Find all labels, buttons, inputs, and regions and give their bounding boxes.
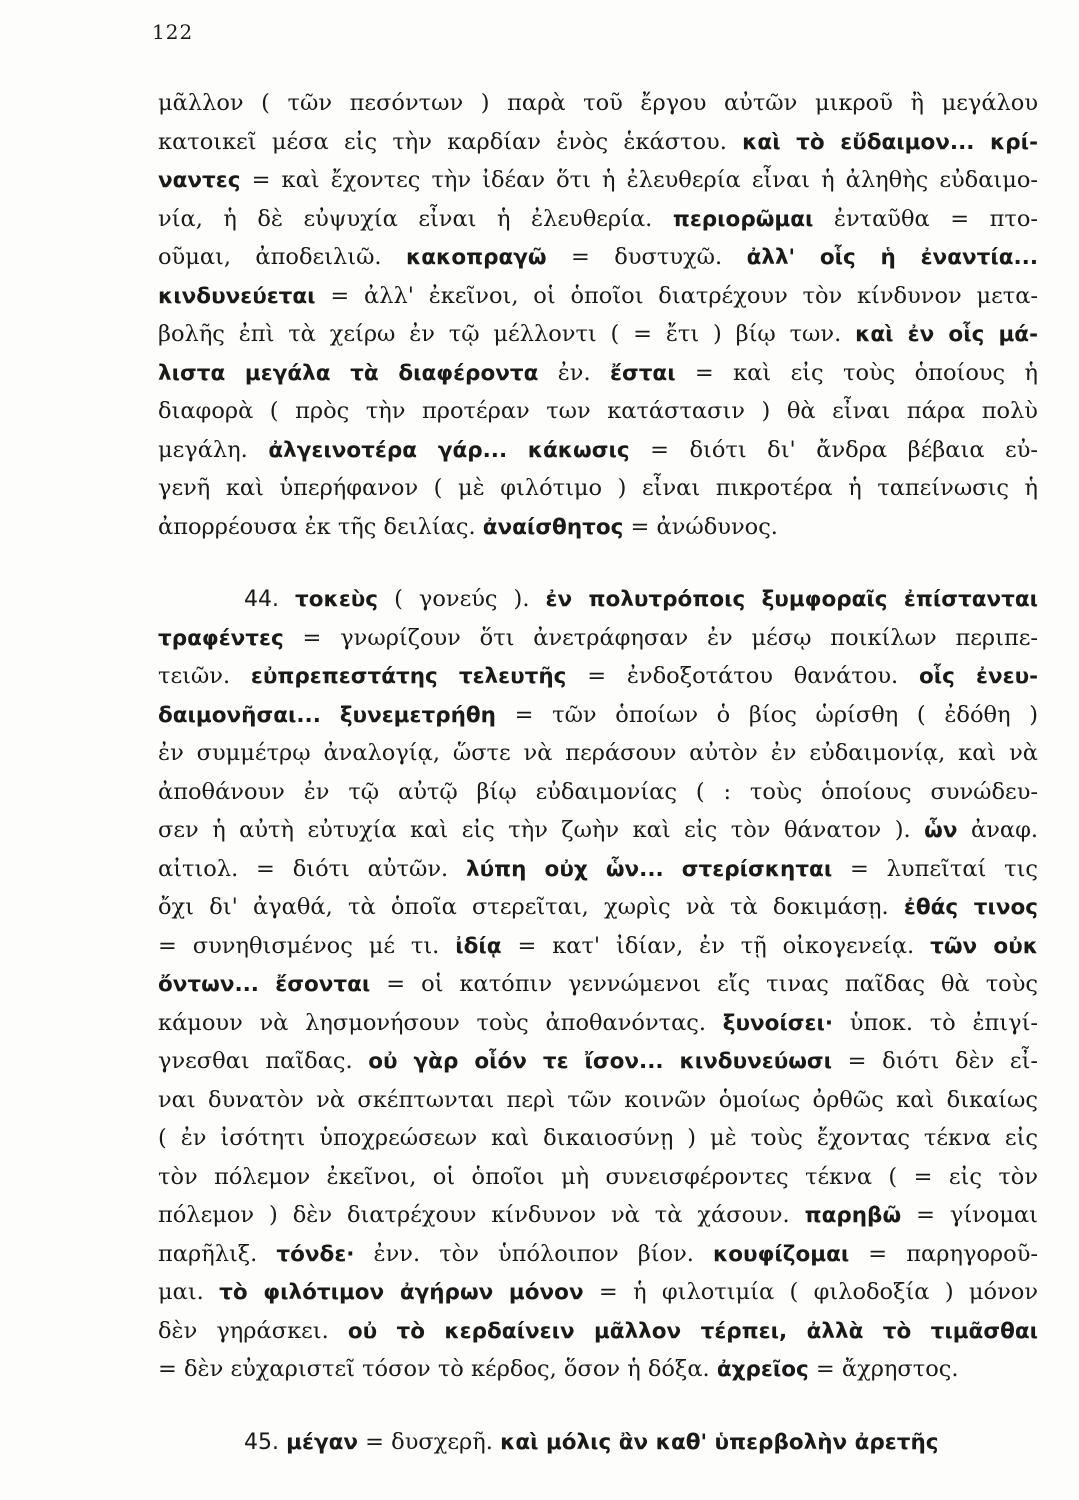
gloss-text: διαφορὰ ( πρὸς τὴν προτέραν των κατάστασιν ) θὰ εἶναι πάρα πολὺ bbox=[158, 398, 1038, 424]
gloss-text: = λυπεῖταί τις bbox=[832, 855, 1038, 882]
gloss-text: ναι δυνατὸν νὰ σκέπτωνται περὶ τῶν κοινῶν ὁμοίως ὀρθῶς καὶ δικαίως bbox=[158, 1086, 1038, 1113]
lemma-term: εὐπρεπεστάτης τελευτῆς bbox=[250, 664, 567, 689]
gloss-text: = ἀλλ' ἐκεῖνοι, οἱ ὁποῖοι διατρέχουν τὸν κίνδυνον μετα- bbox=[315, 282, 1038, 309]
gloss-text: = δυσχερῆ. bbox=[358, 1428, 501, 1455]
lemma-term: ἐν πολυτρόποις ξυμφοραῖς ἐπίστανται bbox=[545, 587, 1038, 612]
lemma-term: οὐ τὸ κερδαίνειν μᾶλλον τέρπει, ἀλλὰ τὸ τιμᾶσθαι bbox=[347, 1318, 1038, 1344]
gloss-text: = δὲν εὐχαριστεῖ τόσον τὸ κέρδος, ὅσον ἡ δόξα. bbox=[158, 1356, 717, 1382]
gloss-text: γνεσθαι παῖδας. bbox=[158, 1048, 369, 1074]
gloss-text: γενῆ καὶ ὑπερήφανον ( μὲ φιλότιμο ) εἶναι πικροτέρα ἡ ταπείνωσις ἡ bbox=[158, 475, 1038, 501]
gloss-text: ὑποκ. τὸ ἐπιγί- bbox=[833, 1009, 1038, 1036]
gloss-text: = γνωρίζουν ὅτι ἀνετράφησαν ἐν μέσῳ ποικίλων περιπε- bbox=[283, 624, 1038, 651]
gloss-text: βολῆς ἐπὶ τὰ χείρω ἐν τῷ μέλλοντι ( = ἔτι ) βίῳ των. bbox=[158, 321, 856, 347]
lemma-term: τοκεὺς bbox=[295, 587, 379, 612]
lemma-term: ἐθάς τινος bbox=[903, 895, 1038, 920]
gloss-text: κάμουν νὰ λησμονήσουν τοὺς ἀποθανόντας. bbox=[158, 1009, 723, 1036]
lemma-term: ἀλγεινοτέρα γάρ... bbox=[268, 437, 508, 463]
lemma-term: παρηβῶ bbox=[804, 1203, 902, 1228]
lemma-term: ὄντων... ἔσονται bbox=[158, 972, 371, 997]
text-line bbox=[158, 161, 1038, 200]
lemma-term: λιστα μεγάλα τὰ διαφέροντα bbox=[158, 360, 539, 386]
lemma-term: καὶ ἐν οἷς μά- bbox=[855, 322, 1038, 347]
text-line bbox=[158, 431, 1038, 470]
gloss-text: ὄχι δι' ἀγαθά, τὰ ὁποῖα στερεῖται, χωρὶς νὰ τὰ δοκιμάσῃ. bbox=[158, 894, 904, 920]
gloss-text: = δυστυχῶ. bbox=[546, 244, 747, 270]
text-line bbox=[158, 1081, 1038, 1120]
gloss-text: αἰτιολ. = διότι αὐτῶν. bbox=[158, 855, 466, 882]
text-line bbox=[158, 277, 1038, 316]
gloss-text: = συνηθισμένος μέ τι. bbox=[158, 932, 456, 959]
lemma-term: τῶν οὐκ bbox=[930, 933, 1038, 959]
gloss-text: παρῆλιξ. bbox=[158, 1240, 277, 1267]
text-line bbox=[158, 508, 1038, 547]
text-line bbox=[158, 1273, 1038, 1312]
text-line bbox=[158, 696, 1038, 735]
gloss-text: μαι. bbox=[158, 1279, 220, 1305]
lemma-term: ἀναίσθητος bbox=[482, 514, 624, 540]
text-line bbox=[158, 123, 1038, 162]
gloss-text: = διότι δὲν εἶ- bbox=[832, 1048, 1038, 1074]
text-line bbox=[158, 850, 1038, 889]
gloss-text: = ἀνώδυνος. bbox=[623, 513, 778, 540]
gloss-text bbox=[279, 586, 295, 612]
text-line bbox=[158, 354, 1038, 393]
text-line bbox=[158, 392, 1038, 431]
text-line bbox=[158, 1196, 1038, 1235]
text-line bbox=[158, 315, 1038, 354]
lemma-term: οὐ γὰρ οἷόν τε ἴσον... κινδυνεύωσι bbox=[368, 1049, 833, 1074]
gloss-text: = καὶ ἔχοντες τὴν ἰδέαν ὅτι ἡ ἐλευθερία εἶναι ἡ ἀληθὴς εὐδαιμο- bbox=[240, 167, 1038, 193]
lemma-term: τόνδε· bbox=[276, 1241, 355, 1267]
commentary-text bbox=[158, 84, 1038, 1461]
lemma-term: καὶ τὸ εὔδαιμον... κρί- bbox=[742, 129, 1038, 155]
section-number: 45. bbox=[244, 1429, 279, 1455]
lemma-term: κινδυνεύεται bbox=[158, 283, 316, 309]
lemma-term: καὶ μόλις ἂν καθ' ὑπερβολὴν ἀρετῆς bbox=[500, 1429, 939, 1455]
text-line bbox=[158, 773, 1038, 812]
text-line bbox=[158, 1350, 1038, 1389]
text-line bbox=[158, 888, 1038, 927]
text-line bbox=[158, 965, 1038, 1004]
gloss-text: τὸν πόλεμον ἐκεῖνοι, οἱ ὁποῖοι μὴ συνεισφέροντες τέκνα ( = εἰς τὸν bbox=[158, 1163, 1038, 1190]
gloss-text: ἀναφ. bbox=[957, 817, 1038, 843]
lemma-term: οἷς ἐνευ- bbox=[918, 664, 1038, 689]
section-gap bbox=[158, 546, 1038, 580]
gloss-text: ( γονεύς ). bbox=[378, 586, 546, 612]
gloss-text: κατοικεῖ μέσα εἰς τὴν καρδίαν ἑνὸς ἑκάστου. bbox=[158, 128, 743, 155]
lemma-term: ἀλλ' οἷς ἡ ἐναντία... bbox=[746, 245, 1038, 270]
lemma-term: ναντες bbox=[158, 168, 241, 193]
gloss-text: = ἡ φιλοτιμία ( φιλοδοξία ) μόνον bbox=[583, 1279, 1038, 1305]
text-line bbox=[158, 1312, 1038, 1351]
gloss-text: ἀποθάνουν ἐν τῷ αὐτῷ βίῳ εὐδαιμονίας ( : τοὺς ὁποίους συνώδευ- bbox=[158, 778, 1038, 805]
lemma-term: περιορῶμαι bbox=[672, 206, 814, 232]
gloss-text: = ἄχρηστος. bbox=[808, 1356, 959, 1382]
lemma-term: ἰδίᾳ bbox=[455, 933, 502, 959]
gloss-text: ἐν. bbox=[538, 359, 610, 386]
text-line bbox=[158, 1423, 1038, 1462]
gloss-text: = καὶ εἰς τοὺς ὁποίους ἡ bbox=[675, 359, 1038, 386]
gloss-text: σεν ἡ αὐτὴ εὐτυχία καὶ εἰς τὴν ζωὴν καὶ εἰς τὸν θάνατον ). bbox=[158, 817, 925, 843]
gloss-text: μεγάλη. bbox=[158, 436, 269, 463]
gloss-text: = γίνομαι bbox=[901, 1202, 1038, 1228]
gloss-text: οῦμαι, ἀποδειλιῶ. bbox=[158, 244, 406, 270]
lemma-term: λύπη οὐχ ὧν... στερίσκηται bbox=[465, 856, 833, 882]
gloss-text: τειῶν. bbox=[158, 663, 251, 689]
lemma-term: κάκωσις bbox=[527, 437, 630, 463]
gloss-text: δὲν γηράσκει. bbox=[158, 1317, 348, 1344]
gloss-text bbox=[507, 437, 528, 463]
text-line bbox=[158, 1004, 1038, 1043]
gloss-text: πόλεμον ) δὲν διατρέχουν κίνδυνον νὰ τὰ χάσουν. bbox=[158, 1202, 805, 1228]
section-number: 44. bbox=[244, 587, 279, 612]
text-line bbox=[158, 734, 1038, 773]
gloss-text: ἐνν. τὸν ὑπόλοιπον βίον. bbox=[354, 1240, 714, 1267]
section-gap bbox=[158, 1389, 1038, 1423]
text-line bbox=[158, 469, 1038, 508]
lemma-term: τραφέντες bbox=[158, 625, 284, 651]
lemma-term: ἀχρεῖος bbox=[716, 1357, 809, 1382]
lemma-term: κουφίζομαι bbox=[713, 1241, 850, 1267]
text-line bbox=[158, 619, 1038, 658]
text-line bbox=[158, 200, 1038, 239]
gloss-text: = τῶν ὁποίων ὁ βίος ὡρίσθη ( ἐδόθη ) bbox=[495, 701, 1038, 728]
gloss-text: = παρηγοροῦ- bbox=[849, 1240, 1038, 1267]
text-line bbox=[158, 927, 1038, 966]
gloss-text: = ἐνδοξοτάτου θανάτου. bbox=[566, 663, 919, 689]
lemma-term: κακοπραγῶ bbox=[406, 245, 547, 270]
text-line bbox=[158, 1119, 1038, 1158]
gloss-text: = οἱ κατόπιν γεννώμενοι εἴς τινας παῖδας θὰ τοὺς bbox=[370, 971, 1038, 997]
lemma-term: μέγαν bbox=[286, 1429, 359, 1455]
text-line bbox=[158, 1235, 1038, 1274]
gloss-text: ( ἐν ἰσότητι ὑποχρεώσεων καὶ δικαιοσύνῃ ) μὲ τοὺς ἔχοντας τέκνα εἰς bbox=[158, 1125, 1038, 1151]
text-line bbox=[158, 238, 1038, 277]
gloss-text: ἐν συμμέτρῳ ἀναλογίᾳ, ὥστε νὰ περάσουν αὐτὸν ἐν εὐδαιμονίᾳ, καὶ νὰ bbox=[158, 740, 1038, 766]
lemma-term: ἔσται bbox=[609, 360, 676, 386]
text-line bbox=[158, 580, 1038, 619]
gloss-text: ἀπορρέουσα ἐκ τῆς δειλίας. bbox=[158, 513, 483, 540]
gloss-text: μᾶλλον ( τῶν πεσόντων ) παρὰ τοῦ ἔργου αὐτῶν μικροῦ ἢ μεγάλου bbox=[158, 90, 1038, 116]
gloss-text: = κατ' ἰδίαν, ἐν τῇ οἰκογενείᾳ. bbox=[501, 932, 931, 959]
text-line bbox=[158, 657, 1038, 696]
lemma-term: ξυνοίσει· bbox=[722, 1010, 834, 1036]
text-line bbox=[158, 1158, 1038, 1197]
page-number: 122 bbox=[152, 20, 194, 44]
text-line bbox=[158, 84, 1038, 123]
lemma-term: τὸ φιλότιμον ἀγήρων μόνον bbox=[219, 1280, 584, 1305]
gloss-text: νία, ἡ δὲ εὐψυχία εἶναι ἡ ἐλευθερία. bbox=[158, 205, 673, 232]
text-line bbox=[158, 1042, 1038, 1081]
gloss-text: = διότι δι' ἄνδρα βέβαια εὐ- bbox=[629, 436, 1038, 463]
text-line bbox=[158, 811, 1038, 850]
lemma-term: ὧν bbox=[924, 818, 958, 843]
lemma-term: δαιμονῆσαι... ξυνεμετρήθη bbox=[158, 702, 496, 728]
gloss-text: ἐνταῦθα = πτο- bbox=[813, 205, 1038, 232]
